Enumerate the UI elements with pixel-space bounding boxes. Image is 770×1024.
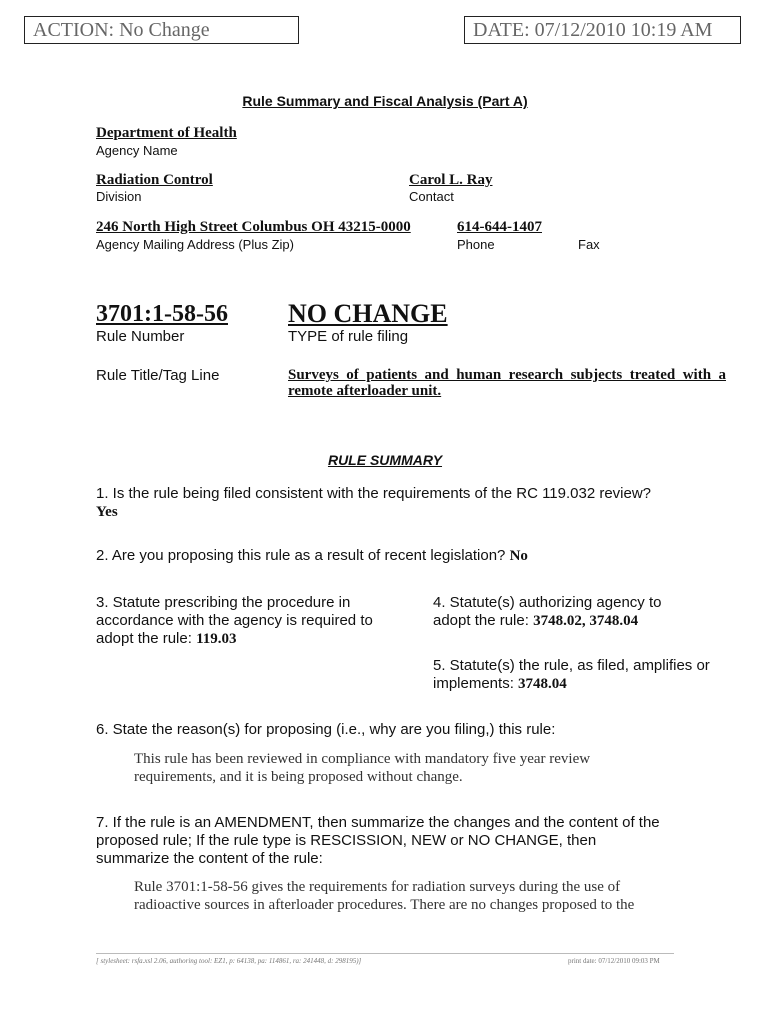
question-6: 6. State the reason(s) for proposing (i.e., why are you filing,) this rule:: [96, 721, 556, 738]
agency-name-value: Department of Health: [96, 125, 237, 141]
question-4-text: 4. Statute(s) authorizing agency to adopt the rule:: [433, 594, 662, 629]
contact-value: Carol L. Ray: [409, 172, 493, 188]
question-5-answer: 3748.04: [518, 676, 567, 692]
rule-number-value: 3701:1-58-56: [96, 301, 228, 327]
contact-label: Contact: [409, 189, 454, 204]
fax-label: Fax: [578, 237, 600, 252]
question-2: [96, 547, 696, 565]
question-2-answer: No: [509, 548, 528, 564]
footer-stylesheet-info: [ stylesheet: rsfa.xsl 2.06, authoring tool: EZ1, p: 64138, pa: 114861, ra: 241448, d: 298195)]: [96, 957, 362, 965]
agency-name-label: Agency Name: [96, 143, 178, 158]
question-5: [433, 657, 725, 693]
phone-value: 614-644-1407: [457, 219, 542, 235]
address-label: Agency Mailing Address (Plus Zip): [96, 237, 294, 252]
address-value: 246 North High Street Columbus OH 43215-0000: [96, 219, 411, 235]
filing-type-label: TYPE of rule filing: [288, 328, 409, 345]
question-4-answer: 3748.02, 3748.04: [533, 613, 639, 629]
question-6-answer: This rule has been reviewed in compliance with mandatory five year review requirements, and it is being proposed without change.: [134, 751, 591, 785]
question-1: [96, 485, 656, 521]
question-1-answer: Yes: [96, 504, 118, 520]
footer-print-date: print date: 07/12/2010 09:03 PM: [568, 957, 660, 965]
question-5-text: 5. Statute(s) the rule, as filed, amplifies or implements:: [433, 657, 710, 692]
filing-type-value: NO CHANGE: [288, 299, 448, 328]
question-3-answer: 119.03: [196, 631, 237, 647]
action-box: [24, 16, 299, 44]
rule-number-label: Rule Number: [96, 328, 185, 345]
question-7: 7. If the rule is an AMENDMENT, then summarize the changes and the content of the proposed rule; If the rule type is RESCISSION, NEW or NO CHANGE, then summarize the content of the rule:: [96, 814, 660, 867]
division-label: Division: [96, 189, 142, 204]
phone-label: Phone: [457, 237, 495, 252]
division-value: Radiation Control: [96, 172, 213, 188]
question-1-text: 1. Is the rule being filed consistent with the requirements of the RC 119.032 review?: [96, 485, 652, 502]
page-title: Rule Summary and Fiscal Analysis (Part A): [242, 93, 528, 109]
footer-divider: [96, 953, 674, 954]
question-3-text: 3. Statute prescribing the procedure in accordance with the agency is required to adopt the rule:: [96, 594, 373, 647]
question-2-text: 2. Are you proposing this rule as a result of recent legislation?: [96, 547, 506, 564]
rule-title-value: Surveys of patients and human research subjects treated with a remote afterloader unit.: [288, 367, 726, 399]
date-text: DATE: 07/12/2010 10:19 AM: [473, 19, 713, 41]
date-box: [464, 16, 741, 44]
question-7-answer: Rule 3701:1-58-56 gives the requirements for radiation surveys during the use of radioactive sources in afterloader procedures. There are no changes proposed to the: [134, 879, 635, 913]
question-3: [96, 594, 388, 648]
question-4: [433, 594, 695, 630]
action-text: ACTION: No Change: [33, 19, 210, 41]
rule-title-label: Rule Title/Tag Line: [96, 367, 220, 384]
rule-summary-heading: RULE SUMMARY: [327, 452, 443, 468]
